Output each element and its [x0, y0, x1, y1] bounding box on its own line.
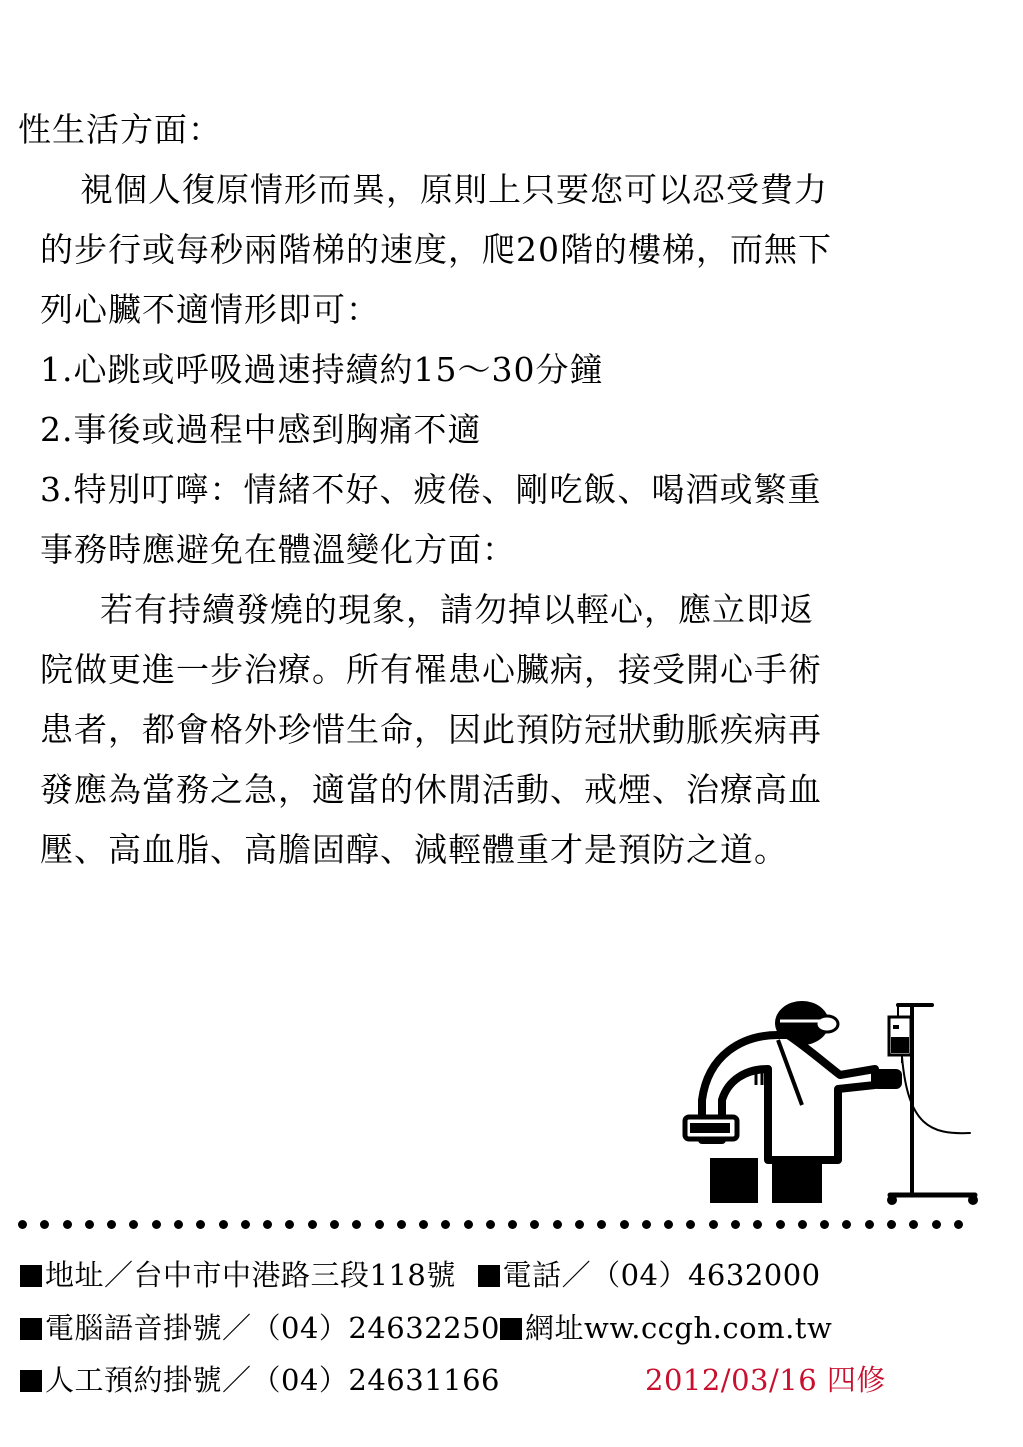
divider-dot [709, 1220, 718, 1229]
divider-dot [397, 1220, 406, 1229]
paragraph-2-line-2: 院做更進一步治療。所有罹患心臟病，接受開心手術 [40, 650, 822, 689]
divider-dot [219, 1220, 228, 1229]
paragraph-2-line-5: 壓、高血脂、高膽固醇、減輕體重才是預防之道。 [40, 830, 788, 869]
divider-dot [909, 1220, 918, 1229]
divider-dot [464, 1220, 473, 1229]
black-square-icon [20, 1265, 42, 1287]
paragraph-2-line-1: 若有持續發燒的現象，請勿掉以輕心，應立即返 [100, 590, 814, 629]
divider-dot [530, 1220, 539, 1229]
divider-dot [85, 1220, 94, 1229]
paragraph-2-line-3: 患者，都會格外珍惜生命，因此預防冠狀動脈疾病再 [40, 710, 822, 749]
divider-dot [664, 1220, 673, 1229]
divider-dot [776, 1220, 785, 1229]
phone-text: 電話／（04）4632000 [502, 1258, 821, 1292]
paragraph-1-line-3: 列心臟不適情形即可： [40, 290, 380, 329]
black-square-icon [20, 1370, 42, 1392]
divider-dot [152, 1220, 161, 1229]
divider-dot [553, 1220, 562, 1229]
divider-dot [620, 1220, 629, 1229]
divider-dot [375, 1220, 384, 1229]
manual-registration-text: 人工預約掛號／（04）24631166 [45, 1363, 501, 1397]
divider-dot [129, 1220, 138, 1229]
divider-dot [196, 1220, 205, 1229]
divider-dot [419, 1220, 428, 1229]
divider-dot [40, 1220, 49, 1229]
divider-dot [486, 1220, 495, 1229]
divider-dot [285, 1220, 294, 1229]
divider-dot [308, 1220, 317, 1229]
list-item: 1.心跳或呼吸過速持續約15～30分鐘 [40, 350, 604, 389]
divider-dot [63, 1220, 72, 1229]
revision-date: 2012/03/16 四修 [645, 1363, 886, 1397]
paragraph-1-line-2: 的步行或每秒兩階梯的速度，爬20階的樓梯，而無下 [40, 230, 832, 269]
divider-dot [241, 1220, 250, 1229]
footer-line-3 [20, 1362, 500, 1398]
footer-line-1 [20, 1257, 821, 1293]
voice-registration-text: 電腦語音掛號／（04）24632250 [45, 1311, 501, 1345]
divider-dot [18, 1220, 27, 1229]
doctor-with-iv-stand-icon [680, 995, 980, 1210]
divider-dot [575, 1220, 584, 1229]
divider-dot [263, 1220, 272, 1229]
divider-dot [842, 1220, 851, 1229]
black-square-icon [478, 1265, 500, 1287]
divider-dot [798, 1220, 807, 1229]
divider-dot [441, 1220, 450, 1229]
divider-dot [731, 1220, 740, 1229]
divider-dot [932, 1220, 941, 1229]
divider-dot [352, 1220, 361, 1229]
paragraph-2-line-4: 發應為當務之急，適當的休閒活動、戒煙、治療高血 [40, 770, 822, 809]
list-item-continued: 事務時應避免在體溫變化方面： [40, 530, 516, 569]
footer-line-2 [20, 1310, 832, 1346]
website-link[interactable]: 網址ww.ccgh.com.tw [525, 1311, 833, 1345]
divider-dot [642, 1220, 651, 1229]
divider-dot [820, 1220, 829, 1229]
black-square-icon [20, 1318, 42, 1340]
list-item: 2.事後或過程中感到胸痛不適 [40, 410, 482, 449]
paragraph-1-line-1: 視個人復原情形而異，原則上只要您可以忍受費力 [80, 170, 828, 209]
divider-dot [107, 1220, 116, 1229]
divider-dot [865, 1220, 874, 1229]
divider-dot [686, 1220, 695, 1229]
divider-dot [174, 1220, 183, 1229]
address-text: 地址／台中市中港路三段118號 [45, 1258, 456, 1292]
section-heading: 性生活方面： [18, 110, 222, 149]
divider-dot [954, 1220, 963, 1229]
divider-dot [330, 1220, 339, 1229]
list-item: 3.特別叮嚀：情緒不好、疲倦、剛吃飯、喝酒或繁重 [40, 470, 822, 509]
divider-dot [753, 1220, 762, 1229]
black-square-icon [500, 1318, 522, 1340]
dotted-divider [18, 1214, 963, 1234]
divider-dot [508, 1220, 517, 1229]
divider-dot [597, 1220, 606, 1229]
divider-dot [887, 1220, 896, 1229]
